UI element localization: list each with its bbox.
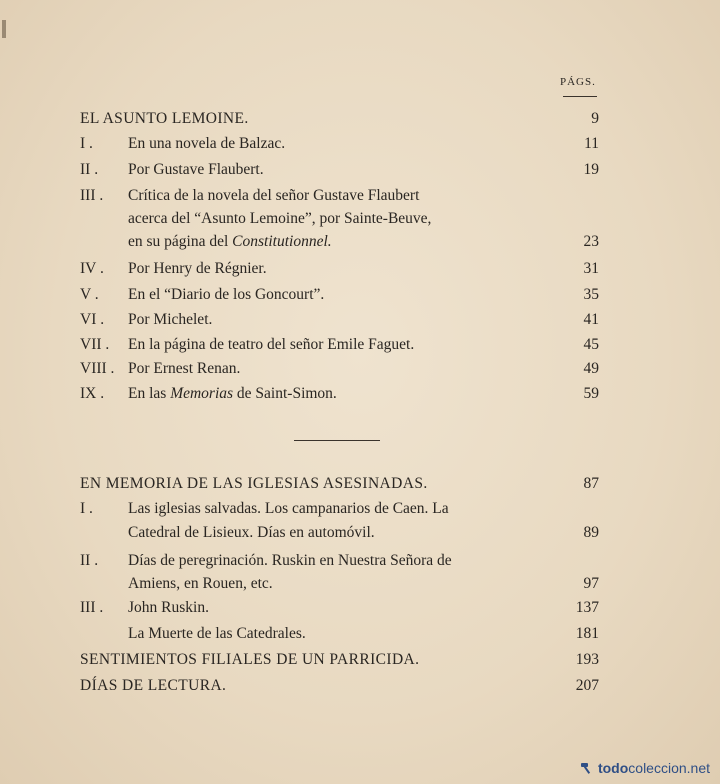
page-number: 97	[583, 575, 599, 592]
toc-entry	[0, 383, 720, 405]
page-edge-mark	[2, 20, 6, 38]
watermark	[580, 760, 710, 776]
italic-title: Memorias	[170, 385, 234, 402]
page-number: 87	[583, 475, 599, 492]
toc-section	[0, 675, 720, 697]
page-number: 23	[583, 233, 599, 250]
toc-entry	[0, 597, 720, 619]
toc-entry	[0, 498, 720, 520]
pages-column-header: PÁGS.	[560, 76, 596, 88]
page-number: 9	[591, 110, 599, 127]
chapter-number: VIII .	[80, 360, 115, 377]
chapter-number: I .	[80, 500, 93, 517]
toc-entry	[0, 623, 720, 645]
chapter-title-line: Las iglesias salvadas. Los campanarios de Caen. La	[128, 500, 449, 517]
page-number: 193	[575, 651, 599, 668]
chapter-title: En el “Diario de los Goncourt”.	[128, 286, 325, 303]
chapter-title-line: Crítica de la novela del señor Gustave Flaubert	[128, 187, 420, 204]
chapter-title: Por Gustave Flaubert.	[128, 161, 264, 178]
chapter-title: Por Ernest Renan.	[128, 360, 241, 377]
chapter-number: V .	[80, 286, 99, 303]
pages-header-rule	[563, 96, 597, 97]
chapter-title-line: Catedral de Lisieux. Días en automóvil.	[128, 524, 375, 541]
toc-entry-continuation	[0, 522, 720, 544]
chapter-title: John Ruskin.	[128, 599, 209, 616]
toc-entry	[0, 159, 720, 181]
toc-section	[0, 108, 720, 130]
chapter-number: I .	[80, 135, 93, 152]
page-number: 19	[583, 161, 599, 178]
chapter-title: En la página de teatro del señor Emile Faguet.	[128, 336, 415, 353]
section-divider	[294, 440, 380, 441]
toc-entry	[0, 309, 720, 331]
section-title: SENTIMIENTOS FILIALES DE UN PARRICIDA.	[80, 651, 420, 668]
toc-entry	[0, 334, 720, 356]
chapter-number: II .	[80, 161, 99, 178]
chapter-title-line: acerca del “Asunto Lemoine”, por Sainte-Beuve,	[128, 210, 432, 227]
toc-entry	[0, 358, 720, 380]
toc-entry-continuation	[0, 208, 720, 230]
page-number: 35	[583, 286, 599, 303]
toc-entry	[0, 258, 720, 280]
chapter-title: Por Henry de Régnier.	[128, 260, 267, 277]
chapter-number: II .	[80, 552, 99, 569]
chapter-number: III .	[80, 599, 104, 616]
italic-title: Constitutionnel.	[232, 233, 332, 250]
toc-entry	[0, 185, 720, 207]
chapter-title-line: Amiens, en Rouen, etc.	[128, 575, 273, 592]
chapter-title: Por Michelet.	[128, 311, 213, 328]
chapter-title: En una novela de Balzac.	[128, 135, 286, 152]
page-number: 181	[575, 625, 599, 642]
chapter-number: VII .	[80, 336, 110, 353]
chapter-number: IX .	[80, 385, 105, 402]
toc-entry-continuation	[0, 231, 720, 253]
page-number: 137	[575, 599, 599, 616]
toc-section	[0, 473, 720, 495]
page-number: 207	[575, 677, 599, 694]
chapter-number: III .	[80, 187, 104, 204]
page-number: 59	[583, 385, 599, 402]
page-number: 41	[583, 311, 599, 328]
section-title: EL ASUNTO LEMOINE.	[80, 110, 249, 127]
toc-entry-continuation	[0, 573, 720, 595]
toc-entry	[0, 284, 720, 306]
page-number: 89	[583, 524, 599, 541]
chapter-number: VI .	[80, 311, 105, 328]
chapter-title-line: en su página del Constitutionnel.	[128, 233, 332, 250]
section-title: EN MEMORIA DE LAS IGLESIAS ASESINADAS.	[80, 475, 428, 492]
section-title: DÍAS DE LECTURA.	[80, 677, 227, 694]
toc-section	[0, 649, 720, 671]
toc-entry	[0, 133, 720, 155]
chapter-number: IV .	[80, 260, 104, 277]
hammer-icon	[580, 761, 594, 775]
page-number: 31	[583, 260, 599, 277]
toc-entry	[0, 550, 720, 572]
chapter-title-line: Días de peregrinación. Ruskin en Nuestra Señora de	[128, 552, 452, 569]
page-number: 11	[584, 135, 599, 152]
chapter-title: En las Memorias de Saint-Simon.	[128, 385, 337, 402]
page-number: 45	[583, 336, 599, 353]
chapter-title: La Muerte de las Catedrales.	[128, 625, 306, 642]
page-number: 49	[583, 360, 599, 377]
watermark-text: todocoleccion.net	[597, 760, 710, 776]
